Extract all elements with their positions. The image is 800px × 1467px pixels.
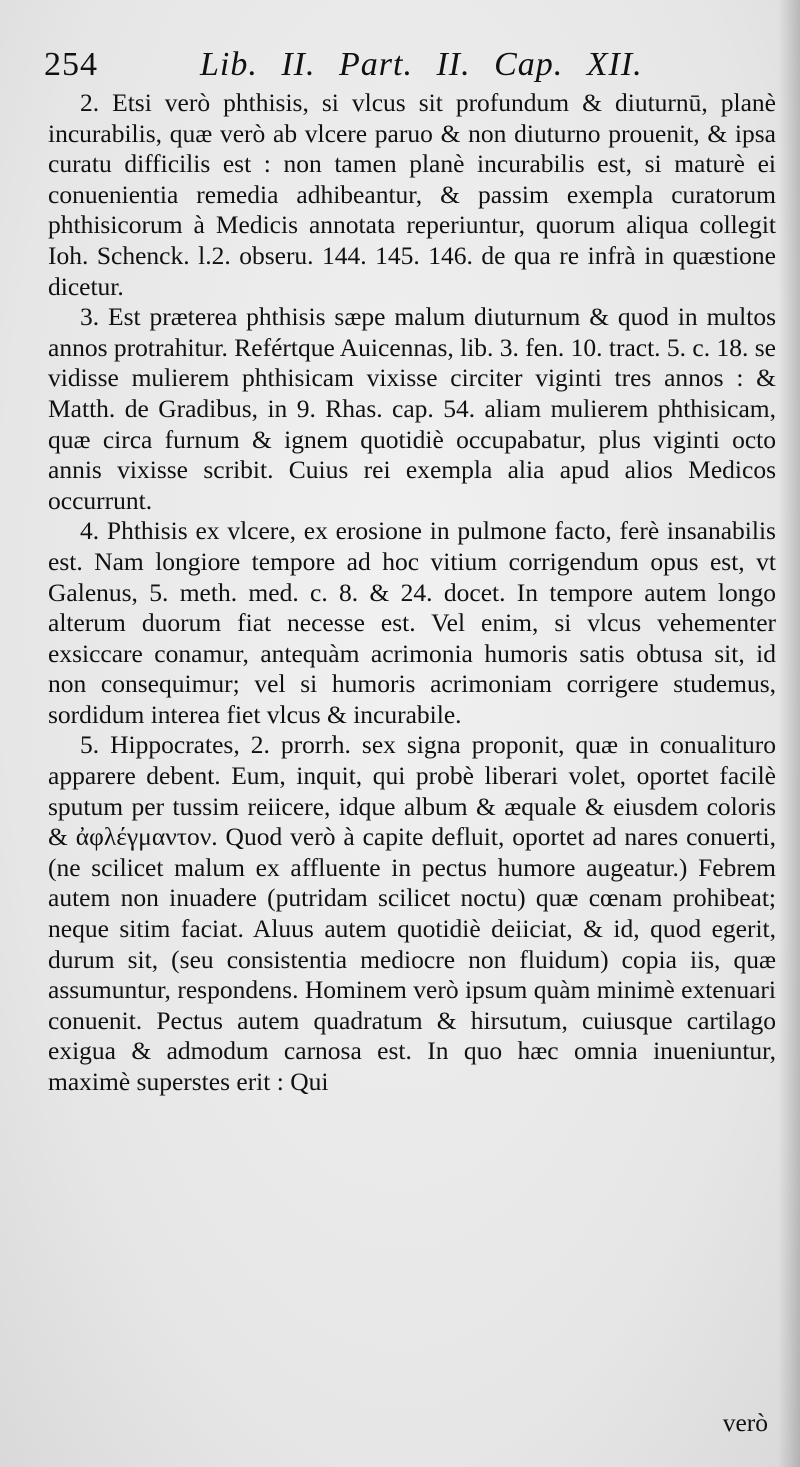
- page-edge-shadow: [778, 0, 800, 1467]
- running-head: Lib. II. Part. II. Cap. XII.: [200, 46, 643, 83]
- page-header: [40, 46, 760, 90]
- page-number: 254: [44, 46, 98, 83]
- catchword: verò: [722, 1408, 768, 1437]
- paragraph-4: 4. Phthisis ex vlcere, ex erosione in pulmone facto, ferè insanabilis est. Nam longiore tempore ad hoc vitium corrigendum opus est, vt Galenus, 5. meth. med. c. 8. & 24. docet. In tempore autem longo alterum duorum fiat necesse est. Vel enim, si vlcus vehementer exsiccare conamur, antequàm acrimonia humoris satis obtusa sit, id non consequimur; vel si humoris acrimoniam corrigere studemus, sordidum interea fiet vlcus & incurabile.: [48, 516, 776, 729]
- paragraph-3: 3. Est præterea phthisis sæpe malum diuturnum & quod in multos annos protrahitur. Refértque Auicennas, lib. 3. fen. 10. tract. 5. c. 18. se vidisse mulierem phthisicam vixisse circiter viginti tres annos : & Matth. de Gradibus, in 9. Rhas. cap. 54. aliam mulierem phthisicam, quæ circa furnum & ignem quotidiè occupabatur, plus viginti octo annis vixisse scribit. Cuius rei exempla alia apud alios Medicos occurrunt.: [48, 302, 776, 515]
- body-text: [48, 88, 776, 1098]
- paragraph-5: 5. Hippocrates, 2. prorrh. sex signa proponit, quæ in conualituro apparere debent. Eum, inquit, qui probè liberari volet, oportet facilè sputum per tussim reiicere, idque album & æquale & eiusdem coloris & ἀφλέγμαντον. Quod verò à capite defluit, oportet ad nares conuerti, (ne scilicet malum ex affluente in pectus humore augeatur.) Febrem autem non inuadere (putridam scilicet noctu) quæ cœnam prohibeat; neque sitim faciat. Aluus autem quotidiè deiiciat, & id, quod egerit, durum sit, (seu consistentia mediocre non fluidum) copia iis, quæ assumuntur, respondens. Hominem verò ipsum quàm minimè extenuari conuenit. Pectus autem quadratum & hirsutum, cuiusque cartilago exigua & admodum carnosa est. In quo hæc omnia inueniuntur, maximè superstes erit : Qui: [48, 730, 776, 1096]
- paragraph-2: 2. Etsi verò phthisis, si vlcus sit profundum & diuturnū, planè incurabilis, quæ verò ab vlcere paruo & non diuturno prouenit, & ipsa curatu difficilis est : non tamen planè incurabilis est, si maturè ei conuenientia remedia adhibeantur, & passim exempla curatorum phthisicorum à Medicis annotata reperiuntur, quorum aliqua collegit Ioh. Schenck. l.2. obseru. 144. 145. 146. de qua re infrà in quæstione dicetur.: [48, 88, 776, 301]
